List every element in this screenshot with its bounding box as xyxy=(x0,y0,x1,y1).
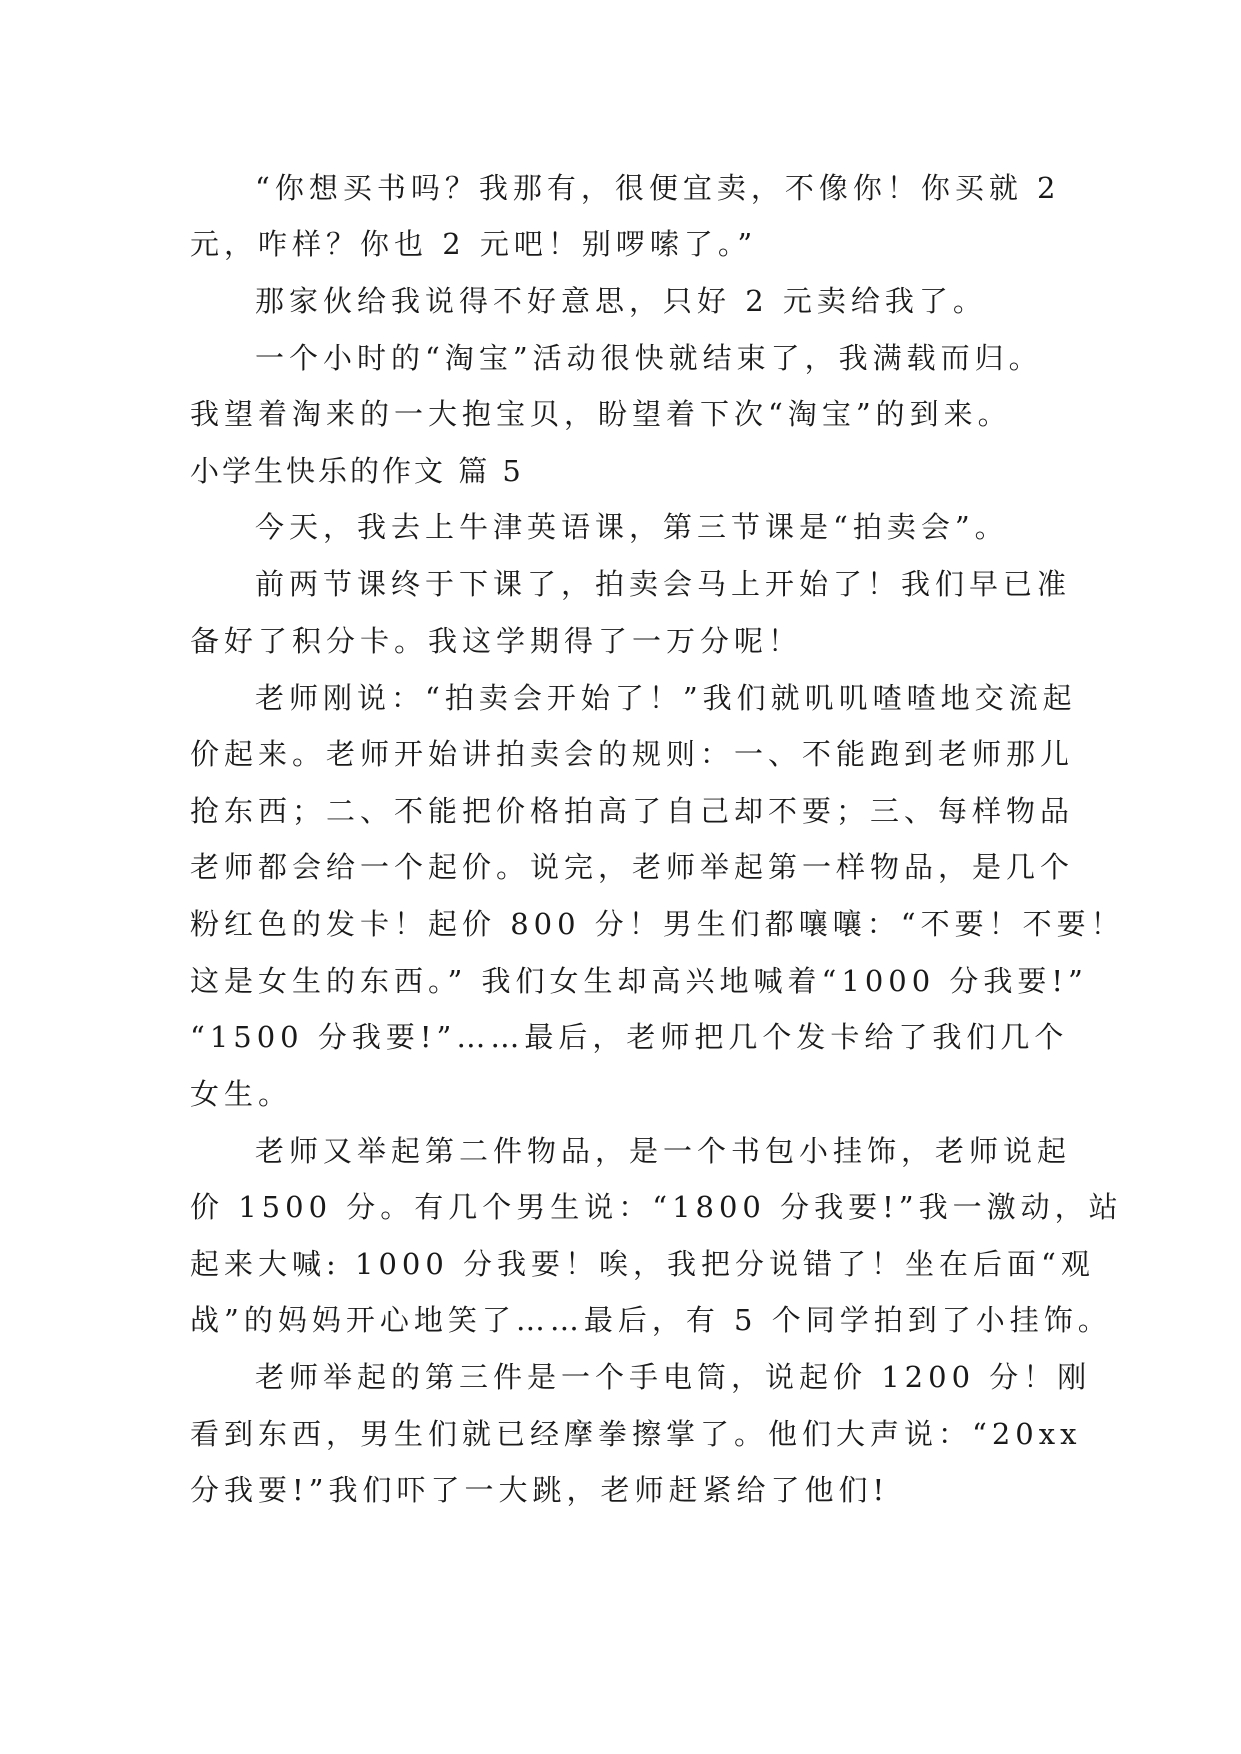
text-line: 价起来。老师开始讲拍卖会的规则：一、不能跑到老师那儿 xyxy=(190,737,1075,771)
text-line: 这是女生的东西。” 我们女生却高兴地喊着“1000 分我要!” xyxy=(190,964,1088,998)
text-line: 老师刚说：“拍卖会开始了！”我们就叽叽喳喳地交流起 xyxy=(255,681,1077,715)
text-line: 战”的妈妈开心地笑了……最后，有 5 个同学拍到了小挂饰。 xyxy=(190,1303,1112,1337)
text-line: 分我要!”我们吓了一大跳，老师赶紧给了他们! xyxy=(190,1473,890,1507)
text-line: 备好了积分卡。我这学期得了一万分呢！ xyxy=(190,624,803,658)
text-line: 元，咋样？你也 2 元吧！别啰嗦了。” xyxy=(190,227,758,261)
text-line: 看到东西，男生们就已经摩拳擦掌了。他们大声说：“20xx xyxy=(190,1417,1082,1451)
text-line: 粉红色的发卡！起价 800 分！男生们都嚷嚷：“不要！不要！ xyxy=(190,907,1125,941)
text-line: 一个小时的“淘宝”活动很快就结束了，我满载而归。 xyxy=(255,341,1043,375)
text-line: 起来大喊: 1000 分我要！唉，我把分说错了！坐在后面“观 xyxy=(190,1247,1095,1281)
text-line: 女生。 xyxy=(190,1077,293,1111)
text-line: 老师都会给一个起价。说完，老师举起第一样物品，是几个 xyxy=(190,850,1075,884)
section-heading: 小学生快乐的作文 篇 5 xyxy=(190,454,524,488)
text-line: 老师举起的第三件是一个手电筒，说起价 1200 分！刚 xyxy=(255,1360,1092,1394)
text-line: 前两节课终于下课了，拍卖会马上开始了！我们早已准 xyxy=(255,567,1072,601)
text-line: “你想买书吗？我那有，很便宜卖，不像你！你买就 2 xyxy=(255,171,1061,205)
text-line: “1500 分我要!”……最后，老师把几个发卡给了我们几个 xyxy=(190,1020,1069,1054)
text-line: 今天，我去上牛津英语课，第三节课是“拍卖会”。 xyxy=(255,510,1009,544)
text-line: 抢东西；二、不能把价格拍高了自己却不要；三、每样物品 xyxy=(190,794,1075,828)
text-line: 老师又举起第二件物品，是一个书包小挂饰，老师说起 xyxy=(255,1134,1072,1168)
text-line: 价 1500 分。有几个男生说：“1800 分我要!”我一激动，站 xyxy=(190,1190,1123,1224)
text-line: 我望着淘来的一大抱宝贝，盼望着下次“淘宝”的到来。 xyxy=(190,397,1012,431)
text-line: 那家伙给我说得不好意思，只好 2 元卖给我了。 xyxy=(255,284,987,318)
